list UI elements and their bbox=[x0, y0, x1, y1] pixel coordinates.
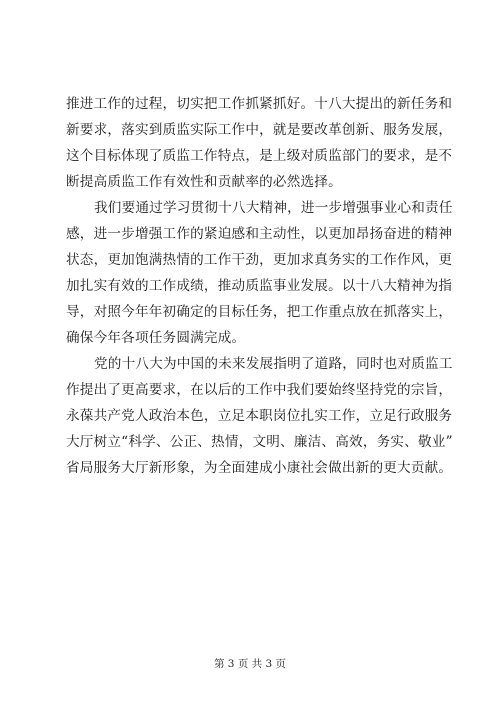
text-line: 作提出了更高要求，在以后的工作中我们要始终坚持党的宗旨， bbox=[66, 382, 453, 398]
page-footer: 第 3 页 共 3 页 bbox=[213, 658, 287, 670]
text-line: 省局服务大厅新形象，为全面建成小康社会做出新的更大贡献。 bbox=[66, 460, 453, 476]
text-line: 永葆共产党人政治本色，立足本职岗位扎实工作，立足行政服务 bbox=[66, 408, 453, 424]
text-line: 状态，更加饱满热情的工作干劲，更加求真务实的工作作风，更 bbox=[66, 252, 453, 268]
text-line: 加扎实有效的工作成绩，推动质监事业发展。以十八大精神为指 bbox=[66, 278, 453, 294]
text-line: 新要求，落实到质监实际工作中，就是要改革创新、服务发展， bbox=[66, 122, 453, 138]
text-line: 党的十八大为中国的未来发展指明了道路，同时也对质监工 bbox=[94, 356, 453, 372]
text-line: 推进工作的过程，切实把工作抓紧抓好。十八大提出的新任务和 bbox=[66, 96, 453, 112]
text-line: 断提高质监工作有效性和贡献率的必然选择。 bbox=[66, 174, 342, 190]
text-line: 这个目标体现了质监工作特点，是上级对质监部门的要求，是不 bbox=[66, 148, 453, 164]
document-body bbox=[66, 91, 453, 481]
text-line: 感，进一步增强工作的紧迫感和主动性，以更加昂扬奋进的精神 bbox=[66, 226, 453, 242]
text-line: 确保今年各项任务圆满完成。 bbox=[66, 330, 246, 346]
text-line: 导，对照今年年初确定的目标任务，把工作重点放在抓落实上， bbox=[66, 304, 453, 320]
text-line: 大厅树立“科学、公正、热情，文明、廉洁、高效，务实、敬业” bbox=[66, 434, 453, 450]
text-line: 我们要通过学习贯彻十八大精神，进一步增强事业心和责任 bbox=[94, 200, 453, 216]
